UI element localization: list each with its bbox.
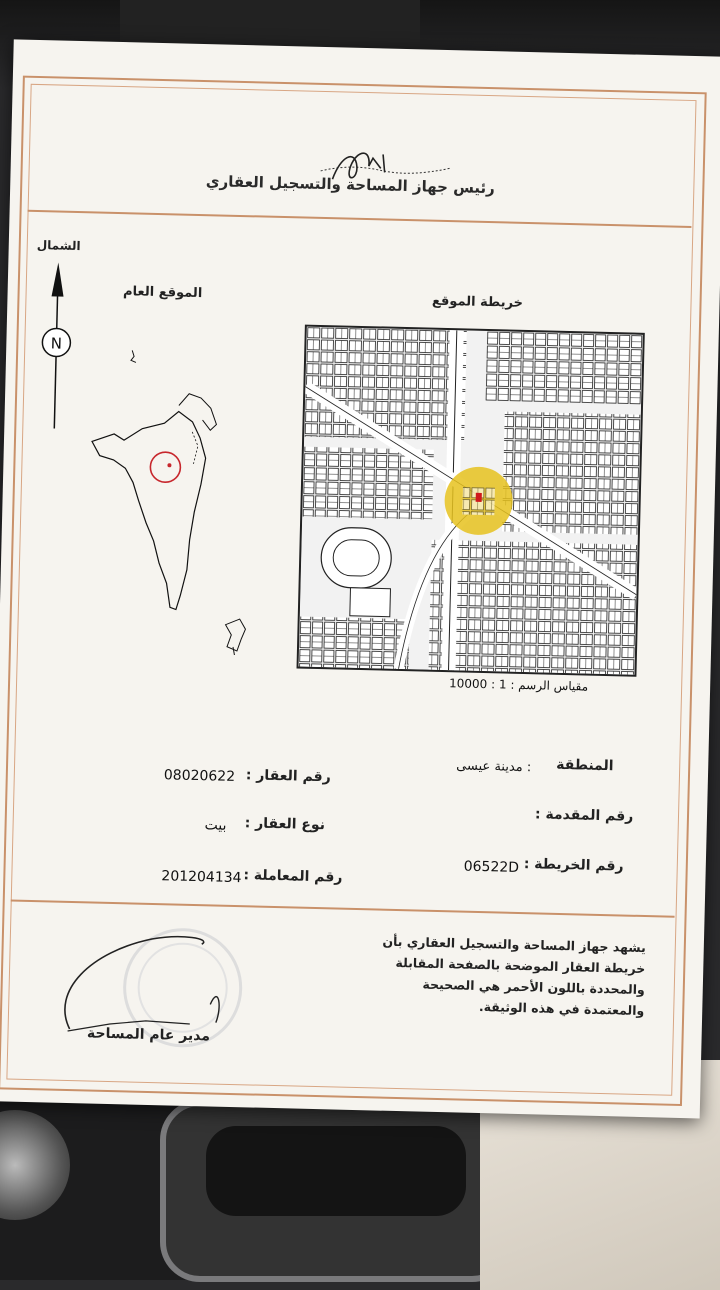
site-map [297, 325, 645, 677]
scale-value: 10000 : 1 [448, 676, 507, 692]
car-knob [0, 1110, 70, 1220]
property-number-value: 08020622 [163, 767, 236, 785]
property-type-label: نوع العقار : [244, 815, 326, 834]
certification-text: يشهد جهاز المساحة والتسجيل العقاري بأن خريطة العقار الموضحة بالصفحة المقابلة والمحددة باللون الأحمر هي الصحيحة والمعتمدة في هذه الوثيقة. [382, 933, 646, 1019]
car-console [160, 1100, 512, 1282]
general-location-title: الموقع العام [122, 284, 203, 302]
sheet-number-value: 06522D [463, 858, 520, 876]
north-letter: N [50, 334, 63, 353]
country-outline-map [69, 331, 267, 656]
site-map-title: خريطة الموقع [431, 293, 524, 311]
area-label: المنطقة [556, 756, 614, 775]
area-value: : مدينة عيسى [455, 758, 532, 776]
director-title: مدير عام المساحة [86, 1025, 211, 1045]
console-inner [206, 1126, 466, 1216]
scale-label: مقياس الرسم : [510, 677, 589, 694]
block-number-label: رقم المقدمة : [534, 806, 634, 825]
background-bottom [0, 1090, 720, 1280]
property-type-value: بيت [204, 817, 227, 834]
chairman-title: رئيس جهاز المساحة والتسجيل العقاري [205, 172, 496, 198]
site-map-drawing [299, 327, 643, 675]
property-marker [476, 493, 482, 502]
property-number-label: رقم العقار : [245, 767, 331, 786]
transaction-number-value: 201204134 [161, 868, 242, 887]
transaction-number-label: رقم المعاملة : [243, 867, 343, 886]
survey-document [0, 39, 720, 1118]
sheet-number-label: رقم الخريطة : [523, 856, 624, 875]
north-label: الشمال [36, 237, 81, 254]
